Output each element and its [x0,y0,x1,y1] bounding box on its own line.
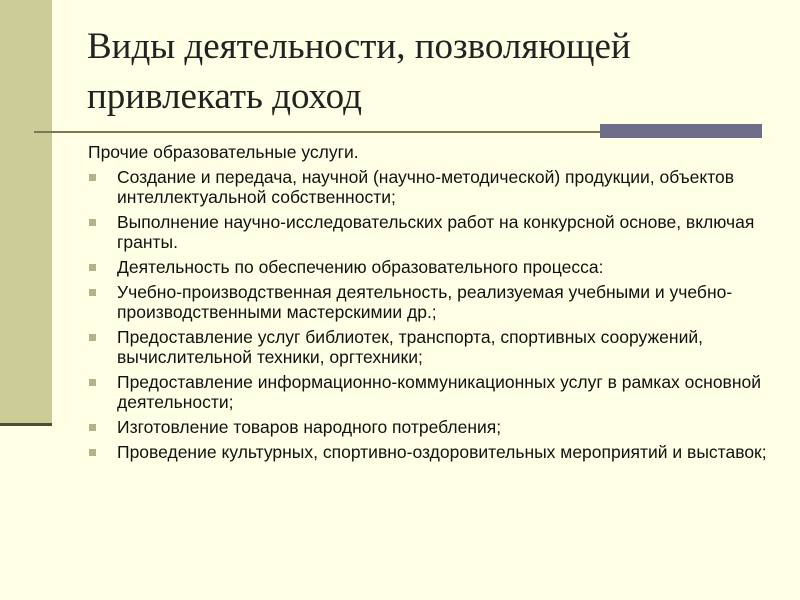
list-item [88,212,768,252]
intro-text: Прочие образовательные услуги. [88,142,359,162]
list-item [88,257,768,277]
title-divider-block [600,124,762,138]
list-item [88,327,768,367]
slide-content [88,142,768,467]
list-item-text: Изготовление товаров народного потребления; [117,417,502,437]
list-item [88,442,768,462]
side-accent-line [0,423,52,426]
list-item-text: Выполнение научно-исследовательских работ на конкурсной основе, включая гранты. [117,212,755,252]
list-item-text: Проведение культурных, спортивно-оздоровительных мероприятий и выставок; [117,442,767,462]
slide-title: Виды деятельности, позволяющей привлекать доход [87,26,631,117]
square-bullet-icon [89,264,96,271]
square-bullet-icon [89,174,96,181]
square-bullet-icon [89,449,96,456]
list-item-text: Создание и передача, научной (научно-методической) продукции, объектов интеллектуальной собственности; [117,167,735,207]
list-item-text: Предоставление услуг библиотек, транспорта, спортивных сооружений, вычислительной техники, оргтехники; [117,327,703,367]
square-bullet-icon [89,334,96,341]
list-item-text: Учебно-производственная деятельность, реализуемая учебными и учебно-производственными мастерскимии др.; [117,282,733,322]
list-item-text: Деятельность по обеспечению образовательного процесса: [117,257,604,277]
square-bullet-icon [89,289,96,296]
square-bullet-icon [89,219,96,226]
bullet-list [88,167,768,462]
list-item [88,167,768,207]
square-bullet-icon [89,379,96,386]
list-item [88,417,768,437]
list-item-text: Предоставление информационно-коммуникационных услуг в рамках основной деятельности; [117,372,762,412]
side-accent-bar [0,0,52,424]
list-item [88,282,768,322]
square-bullet-icon [89,424,96,431]
list-item [88,372,768,412]
